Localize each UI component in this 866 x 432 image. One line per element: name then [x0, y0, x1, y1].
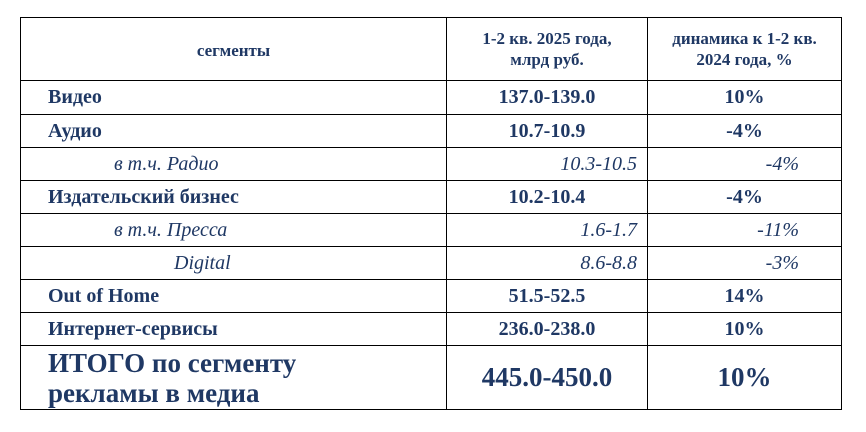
- segment-cell: Аудио: [21, 115, 447, 148]
- dynamics-cell: 10%: [648, 313, 842, 346]
- total-segment-cell: [21, 346, 447, 410]
- table-row-publishing: [21, 181, 842, 214]
- total-value-cell: 445.0-450.0: [447, 346, 648, 410]
- dynamics-cell: -4%: [648, 115, 842, 148]
- segment-cell: Интернет-сервисы: [21, 313, 447, 346]
- segment-cell: в т.ч. Радио: [21, 148, 447, 181]
- header-dynamics: [648, 18, 842, 81]
- value-cell: 10.2-10.4: [447, 181, 648, 214]
- header-value: [447, 18, 648, 81]
- table-row-press: [21, 214, 842, 247]
- value-cell: 10.7-10.9: [447, 115, 648, 148]
- dynamics-cell: -3%: [648, 247, 842, 280]
- value-cell: 51.5-52.5: [447, 280, 648, 313]
- header-value-line1: 1-2 кв. 2025 года,: [482, 29, 612, 48]
- table-header-row: [21, 18, 842, 81]
- value-cell: 1.6-1.7: [447, 214, 648, 247]
- segment-cell: Out of Home: [21, 280, 447, 313]
- header-dynamics-line2: 2024 года, %: [696, 50, 793, 69]
- value-cell: 137.0-139.0: [447, 81, 648, 115]
- table-row-digital: [21, 247, 842, 280]
- dynamics-cell: -4%: [648, 148, 842, 181]
- table-row-internet-services: [21, 313, 842, 346]
- total-segment-line1: ИТОГО по сегменту: [48, 347, 297, 378]
- total-segment-line2: рекламы в медиа: [48, 377, 260, 408]
- table-row-radio: [21, 148, 842, 181]
- header-dynamics-line1: динамика к 1-2 кв.: [672, 29, 817, 48]
- media-advertising-table: [20, 17, 842, 410]
- dynamics-cell: 10%: [648, 81, 842, 115]
- total-dynamics-cell: 10%: [648, 346, 842, 410]
- value-cell: 236.0-238.0: [447, 313, 648, 346]
- table-row-total: [21, 346, 842, 410]
- segment-cell: в т.ч. Пресса: [21, 214, 447, 247]
- table-row-out-of-home: [21, 280, 842, 313]
- dynamics-cell: -4%: [648, 181, 842, 214]
- header-segment: сегменты: [21, 18, 447, 81]
- segment-cell: Digital: [21, 247, 447, 280]
- segment-cell: Издательский бизнес: [21, 181, 447, 214]
- table-row-video: [21, 81, 842, 115]
- value-cell: 10.3-10.5: [447, 148, 648, 181]
- table-row-audio: [21, 115, 842, 148]
- value-cell: 8.6-8.8: [447, 247, 648, 280]
- dynamics-cell: -11%: [648, 214, 842, 247]
- header-value-line2: млрд руб.: [510, 50, 584, 69]
- dynamics-cell: 14%: [648, 280, 842, 313]
- segment-cell: Видео: [21, 81, 447, 115]
